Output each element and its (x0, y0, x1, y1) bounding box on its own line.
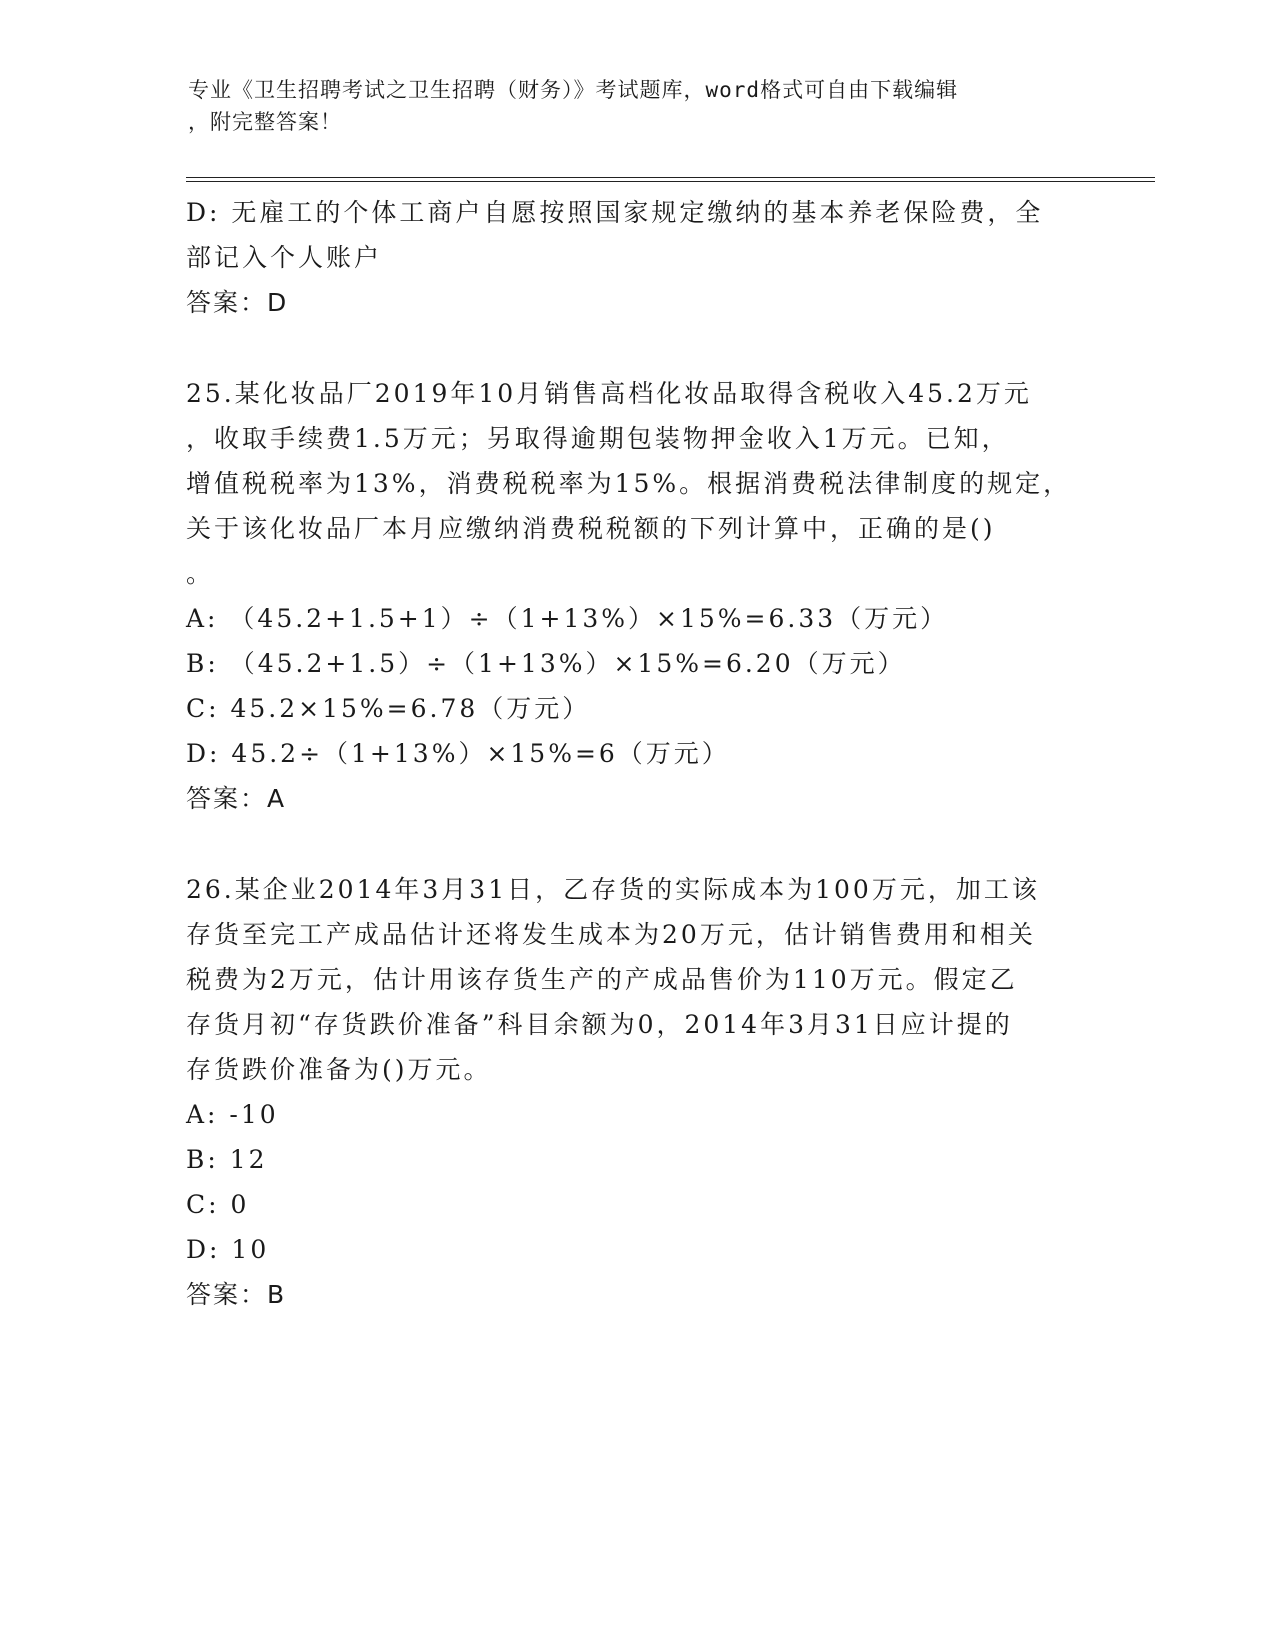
option-a: A: -10 (186, 1100, 279, 1129)
question-stem-line: 存货至完工产成品估计还将发生成本为20万元，估计销售费用和相关 (186, 920, 1036, 949)
question-stem-line: 增值税税率为13%，消费税税率为15%。根据消费税法律制度的规定， (186, 469, 1072, 498)
option-c: C: 0 (186, 1190, 250, 1219)
option-b: B: （45.2+1.5）÷（1+13%）×15%=6.20（万元） (186, 649, 906, 678)
option-d: D: 45.2÷（1+13%）×15%=6（万元） (186, 739, 730, 768)
question-stem-line: 。 (186, 559, 215, 588)
spacer (186, 821, 1086, 867)
option-d-line-2: 部记入个人账户 (186, 243, 383, 272)
question-content (186, 190, 1086, 1317)
page-header (188, 74, 1068, 138)
answer-text: 答案：D (186, 288, 289, 317)
spacer (186, 325, 1086, 371)
header-line-2: ，附完整答案！ (188, 110, 342, 134)
prev-question (186, 190, 1086, 325)
answer-text: 答案：B (186, 1280, 287, 1309)
question-25 (186, 371, 1086, 821)
option-d-line-1: D: 无雇工的个体工商户自愿按照国家规定缴纳的基本养老保险费，全 (186, 198, 1044, 227)
option-c: C: 45.2×15%=6.78（万元） (186, 694, 591, 723)
question-stem-line: 25.某化妆品厂2019年10月销售高档化妆品取得含税收入45.2万元 (186, 379, 1032, 408)
answer-text: 答案：A (186, 784, 287, 813)
question-stem-line: 税费为2万元，估计用该存货生产的产成品售价为110万元。假定乙 (186, 965, 1018, 994)
option-a: A: （45.2+1.5+1）÷（1+13%）×15%=6.33（万元） (186, 604, 949, 633)
header-line-1: 专业《卫生招聘考试之卫生招聘（财务）》考试题库，word格式可自由下载编辑 (188, 78, 959, 102)
option-d: D: 10 (186, 1235, 270, 1264)
question-stem-line: 存货跌价准备为()万元。 (186, 1055, 492, 1084)
option-b: B: 12 (186, 1145, 268, 1174)
question-stem-line: 关于该化妆品厂本月应缴纳消费税税额的下列计算中，正确的是() (186, 514, 996, 543)
question-stem-line: 26.某企业2014年3月31日，乙存货的实际成本为100万元，加工该 (186, 875, 1040, 904)
question-26 (186, 867, 1086, 1317)
question-stem-line: 存货月初“存货跌价准备”科目余额为0，2014年3月31日应计提的 (186, 1010, 1013, 1039)
question-stem-line: ，收取手续费1.5万元；另取得逾期包装物押金收入1万元。已知， (186, 424, 1010, 453)
header-divider (186, 177, 1155, 182)
